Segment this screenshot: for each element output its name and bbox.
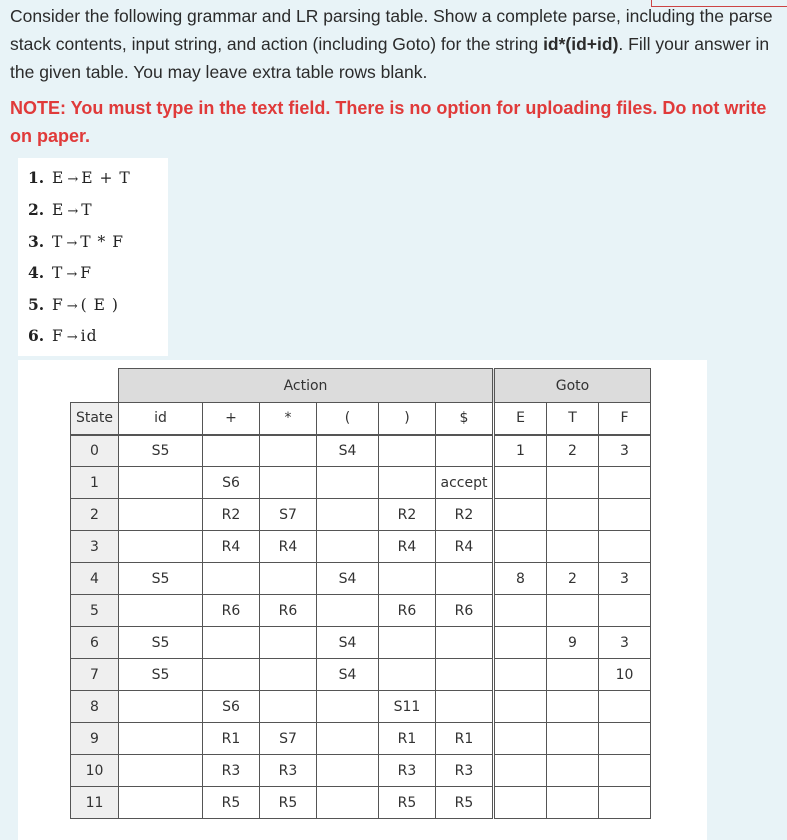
table-row bbox=[71, 595, 651, 627]
table-cell: accept bbox=[436, 467, 494, 499]
table-cell bbox=[436, 435, 494, 467]
state-number: 11 bbox=[71, 787, 119, 819]
table-cell: R1 bbox=[436, 723, 494, 755]
table-cell: S4 bbox=[317, 627, 379, 659]
table-cell bbox=[379, 435, 436, 467]
table-row bbox=[71, 659, 651, 691]
note-warning: NOTE: You must type in the text field. There is no option for uploading files. Do not write on paper. bbox=[10, 98, 767, 146]
table-cell: S6 bbox=[203, 691, 260, 723]
table-row bbox=[71, 435, 651, 467]
arrow-icon: → bbox=[66, 236, 78, 251]
table-row bbox=[71, 723, 651, 755]
table-cell: R4 bbox=[379, 531, 436, 563]
column-header: F bbox=[599, 403, 651, 435]
table-cell bbox=[119, 787, 203, 819]
table-cell bbox=[436, 659, 494, 691]
table-cell bbox=[599, 595, 651, 627]
table-cell bbox=[203, 563, 260, 595]
grammar-rule-lhs: E bbox=[52, 169, 65, 187]
column-header: + bbox=[203, 403, 260, 435]
table-cell: 2 bbox=[547, 435, 599, 467]
table-cell: 3 bbox=[599, 563, 651, 595]
arrow-icon: → bbox=[67, 172, 79, 187]
table-cell bbox=[317, 499, 379, 531]
table-cell: R6 bbox=[260, 595, 317, 627]
table-cell: R3 bbox=[260, 755, 317, 787]
table-cell: R5 bbox=[203, 787, 260, 819]
table-row bbox=[71, 563, 651, 595]
table-cell bbox=[547, 787, 599, 819]
table-cell: R5 bbox=[260, 787, 317, 819]
table-cell bbox=[260, 435, 317, 467]
table-cell bbox=[494, 627, 547, 659]
table-cell bbox=[494, 531, 547, 563]
arrow-icon: → bbox=[66, 267, 78, 282]
state-number: 5 bbox=[71, 595, 119, 627]
grammar-rule-rhs: id bbox=[80, 327, 98, 345]
table-cell bbox=[203, 435, 260, 467]
grammar-rule-lhs: E bbox=[52, 201, 65, 219]
table-cell: R6 bbox=[379, 595, 436, 627]
table-cell: R6 bbox=[436, 595, 494, 627]
table-cell: 1 bbox=[494, 435, 547, 467]
table-cell bbox=[260, 563, 317, 595]
table-cell bbox=[379, 467, 436, 499]
grammar-rule-rhs: T bbox=[81, 201, 93, 219]
action-header: Action bbox=[119, 369, 494, 403]
table-cell bbox=[260, 691, 317, 723]
arrow-icon: → bbox=[66, 330, 78, 345]
table-cell bbox=[547, 691, 599, 723]
table-row bbox=[71, 691, 651, 723]
grammar-rule bbox=[28, 262, 92, 284]
table-cell: R5 bbox=[436, 787, 494, 819]
table-cell bbox=[379, 563, 436, 595]
table-cell bbox=[599, 531, 651, 563]
table-cell: 2 bbox=[547, 563, 599, 595]
table-cell: S4 bbox=[317, 435, 379, 467]
table-cell bbox=[494, 595, 547, 627]
table-cell bbox=[119, 723, 203, 755]
grammar-rule-lhs: T bbox=[52, 264, 64, 282]
table-cell bbox=[317, 531, 379, 563]
table-cell bbox=[494, 723, 547, 755]
table-cell: 3 bbox=[599, 435, 651, 467]
grammar-rule-number: 3. bbox=[28, 232, 45, 251]
table-cell bbox=[547, 595, 599, 627]
table-cell: S4 bbox=[317, 659, 379, 691]
lr-parsing-table bbox=[70, 368, 651, 819]
table-cell bbox=[494, 691, 547, 723]
table-cell: S5 bbox=[119, 435, 203, 467]
table-cell bbox=[599, 691, 651, 723]
table-cell bbox=[599, 499, 651, 531]
state-number: 4 bbox=[71, 563, 119, 595]
column-header: * bbox=[260, 403, 317, 435]
table-cell: S11 bbox=[379, 691, 436, 723]
table-cell bbox=[599, 467, 651, 499]
table-cell: S5 bbox=[119, 563, 203, 595]
table-cell bbox=[260, 467, 317, 499]
grammar-rule-rhs: T * F bbox=[80, 233, 124, 251]
column-header: ) bbox=[379, 403, 436, 435]
table-cell: S5 bbox=[119, 627, 203, 659]
table-cell bbox=[547, 531, 599, 563]
grammar-rule-lhs: F bbox=[52, 296, 64, 314]
table-cell: R3 bbox=[203, 755, 260, 787]
table-corner-blank bbox=[71, 369, 119, 403]
table-cell bbox=[119, 467, 203, 499]
table-cell bbox=[119, 499, 203, 531]
goto-header: Goto bbox=[494, 369, 651, 403]
grammar-rule-number: 6. bbox=[28, 326, 45, 345]
table-cell bbox=[599, 723, 651, 755]
table-cell bbox=[317, 787, 379, 819]
table-row bbox=[71, 755, 651, 787]
state-number: 7 bbox=[71, 659, 119, 691]
grammar-rule-lhs: T bbox=[52, 233, 64, 251]
table-cell: 3 bbox=[599, 627, 651, 659]
state-number: 8 bbox=[71, 691, 119, 723]
state-number: 2 bbox=[71, 499, 119, 531]
table-cell bbox=[203, 659, 260, 691]
table-cell: R2 bbox=[436, 499, 494, 531]
question-text-before: Consider the following grammar and LR parsing table. Show a complete parse, including the parse stack contents, input string, and action (including Goto) for the string bbox=[10, 6, 773, 54]
table-cell bbox=[599, 787, 651, 819]
table-cell bbox=[599, 755, 651, 787]
table-cell bbox=[317, 755, 379, 787]
table-cell bbox=[260, 659, 317, 691]
table-cell bbox=[379, 659, 436, 691]
table-row bbox=[71, 787, 651, 819]
grammar-rule-number: 1. bbox=[28, 168, 45, 187]
table-cell bbox=[260, 627, 317, 659]
grammar-rule-number: 5. bbox=[28, 295, 45, 314]
table-cell bbox=[547, 755, 599, 787]
grammar-rule bbox=[28, 199, 93, 221]
column-header: id bbox=[119, 403, 203, 435]
state-number: 3 bbox=[71, 531, 119, 563]
table-cell: S7 bbox=[260, 723, 317, 755]
table-cell bbox=[547, 499, 599, 531]
table-cell: 10 bbox=[599, 659, 651, 691]
table-cell bbox=[119, 691, 203, 723]
table-cell bbox=[494, 659, 547, 691]
table-cell bbox=[494, 787, 547, 819]
table-cell: R5 bbox=[379, 787, 436, 819]
grammar-rule-number: 2. bbox=[28, 200, 45, 219]
table-cell bbox=[119, 595, 203, 627]
table-cell: 8 bbox=[494, 563, 547, 595]
table-row bbox=[71, 627, 651, 659]
table-cell bbox=[379, 627, 436, 659]
table-cell bbox=[494, 499, 547, 531]
table-cell bbox=[317, 691, 379, 723]
table-cell: R4 bbox=[260, 531, 317, 563]
table-cell: R1 bbox=[379, 723, 436, 755]
column-header: $ bbox=[436, 403, 494, 435]
table-cell: R2 bbox=[379, 499, 436, 531]
table-cell: R3 bbox=[436, 755, 494, 787]
column-header: ( bbox=[317, 403, 379, 435]
table-cell bbox=[436, 691, 494, 723]
lr-parsing-table-image bbox=[18, 360, 707, 840]
grammar-rule bbox=[28, 294, 119, 316]
table-cell: R4 bbox=[436, 531, 494, 563]
table-row bbox=[71, 531, 651, 563]
arrow-icon: → bbox=[66, 299, 78, 314]
state-number: 6 bbox=[71, 627, 119, 659]
table-cell: S4 bbox=[317, 563, 379, 595]
table-row bbox=[71, 467, 651, 499]
table-cell: R2 bbox=[203, 499, 260, 531]
state-number: 9 bbox=[71, 723, 119, 755]
grammar-rule-rhs: ( E ) bbox=[80, 296, 119, 314]
table-cell bbox=[494, 755, 547, 787]
column-header: E bbox=[494, 403, 547, 435]
table-cell: R1 bbox=[203, 723, 260, 755]
grammar-rule bbox=[28, 167, 131, 189]
table-cell bbox=[547, 659, 599, 691]
table-cell: S5 bbox=[119, 659, 203, 691]
question-bold-string: id*(id+id) bbox=[543, 34, 619, 54]
table-cell bbox=[436, 627, 494, 659]
grammar-rule-lhs: F bbox=[52, 327, 64, 345]
grammar-rule bbox=[28, 231, 124, 253]
state-number: 10 bbox=[71, 755, 119, 787]
table-cell: S7 bbox=[260, 499, 317, 531]
arrow-icon: → bbox=[67, 204, 79, 219]
table-cell bbox=[317, 595, 379, 627]
state-number: 1 bbox=[71, 467, 119, 499]
table-cell: 9 bbox=[547, 627, 599, 659]
table-cell bbox=[317, 467, 379, 499]
table-cell bbox=[317, 723, 379, 755]
table-cell bbox=[119, 755, 203, 787]
table-cell: R3 bbox=[379, 755, 436, 787]
column-header: T bbox=[547, 403, 599, 435]
grammar-rule-number: 4. bbox=[28, 263, 45, 282]
table-cell bbox=[547, 723, 599, 755]
table-cell: S6 bbox=[203, 467, 260, 499]
table-cell bbox=[494, 467, 547, 499]
table-cell: R6 bbox=[203, 595, 260, 627]
state-number: 0 bbox=[71, 435, 119, 467]
table-cell bbox=[119, 531, 203, 563]
grammar-rule-rhs: E + T bbox=[81, 169, 131, 187]
grammar-image bbox=[18, 158, 168, 356]
question-text-after: . Fill your answer in the given table. You may leave extra table rows blank. bbox=[10, 34, 770, 82]
table-row bbox=[71, 499, 651, 531]
table-cell bbox=[203, 627, 260, 659]
table-cell: R4 bbox=[203, 531, 260, 563]
question-text bbox=[10, 2, 780, 86]
table-cell bbox=[547, 467, 599, 499]
grammar-rule bbox=[28, 325, 98, 347]
table-cell bbox=[436, 563, 494, 595]
column-header: State bbox=[71, 403, 119, 435]
grammar-rule-rhs: F bbox=[80, 264, 93, 282]
